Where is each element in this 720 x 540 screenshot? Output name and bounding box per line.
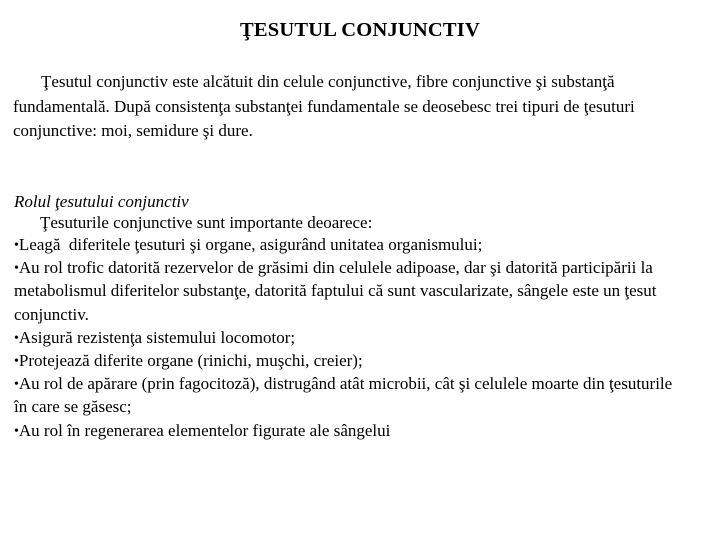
list-item bbox=[14, 256, 676, 326]
list-item bbox=[14, 326, 676, 349]
list-item-text: Au rol trofic datorită rezervelor de grăsimi din celulele adipoase, dar şi datorită participării la metabolismul diferitelor substanţe, datorită faptului că sunt vascularizate, sângele este un ţesut conjunctiv. bbox=[14, 258, 661, 324]
list-item-text: Au rol de apărare (prin fagocitoză), distrugând atât microbii, cât şi celulele moarte din ţesuturile în care se găsesc; bbox=[14, 374, 677, 417]
page-title: ŢESUTUL CONJUNCTIV bbox=[240, 19, 480, 41]
list-item bbox=[14, 349, 676, 372]
list-item-text: Protejează diferite organe (rinichi, muşchi, creier); bbox=[18, 351, 363, 371]
role-bullet-list bbox=[14, 233, 676, 442]
list-item-text: Leagă diferitele ţesuturi şi organe, asigurând unitatea organismului; bbox=[18, 235, 483, 254]
bullet-dot-icon: • bbox=[14, 330, 19, 346]
bullet-dot-icon: • bbox=[14, 238, 19, 253]
bullet-dot-icon: • bbox=[14, 423, 19, 439]
list-item bbox=[14, 233, 676, 256]
lead-in-line: Ţesuturile conjunctive sunt importante deoarece: bbox=[40, 213, 373, 232]
intro-paragraph: Ţesutul conjunctiv este alcătuit din celule conjunctive, fibre conjunctive şi substanţă fundamentală. După consistenţa substanţei fundamentale se deosebesc trei tipuri de ţesuturi conjunctive: moi, semidure şi dure. bbox=[13, 72, 635, 140]
bullet-dot-icon: • bbox=[14, 377, 19, 393]
bullet-dot-icon: • bbox=[14, 354, 19, 370]
list-item bbox=[14, 372, 676, 418]
list-item-text: Au rol în regenerarea elementelor figurate ale sângelui bbox=[18, 420, 391, 440]
list-item-text: Asigură rezistenţa sistemului locomotor; bbox=[18, 327, 296, 347]
list-item bbox=[14, 419, 676, 442]
section-heading-role: Rolul ţesutului conjunctiv bbox=[14, 192, 189, 211]
bullet-dot-icon: • bbox=[14, 261, 19, 277]
